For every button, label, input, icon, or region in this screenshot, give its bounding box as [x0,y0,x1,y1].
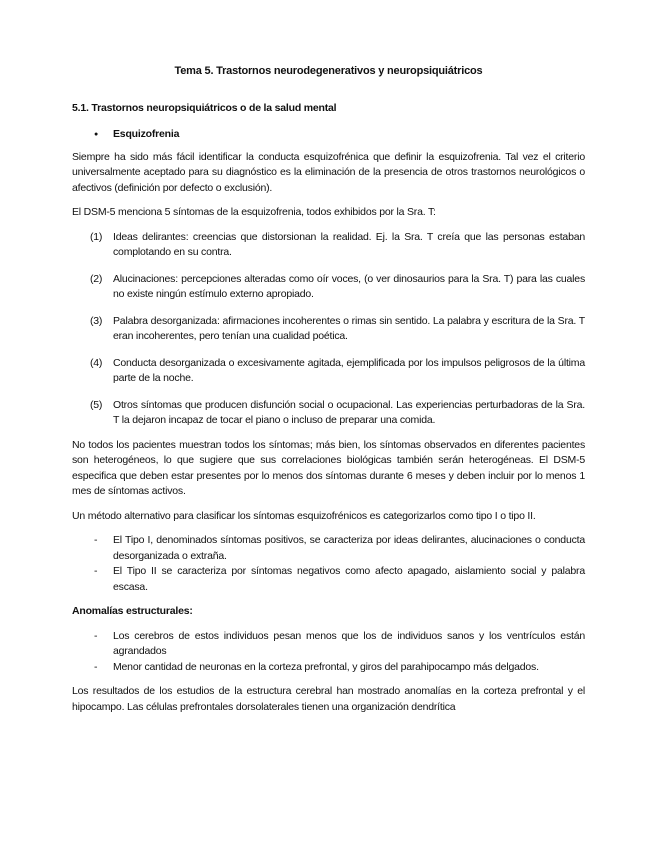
dash-list-item [72,660,585,676]
numbered-item [72,398,585,429]
item-text: El Tipo II se caracteriza por síntomas negativos como afecto apagado, aislamiento social y palabra escasa. [113,565,585,593]
numbered-item [72,230,585,261]
dash-list-item [72,629,585,660]
anomalies-heading: Anomalías estructurales: [72,605,193,617]
document-title: Tema 5. Trastornos neurodegenerativos y neuropsiquiátricos [174,65,483,77]
item-text: Otros síntomas que producen disfunción social o ocupacional. Las experiencias perturbadoras de la Sra. T la dejaron incapaz de tocar el piano o incluso de preparar una comida. [113,398,585,426]
symptoms-list [72,230,585,429]
item-text: El Tipo I, denominados síntomas positivos, se caracteriza por ideas delirantes, alucinaciones o conducta desorganizada o extraña. [113,534,585,562]
type-list [72,533,585,595]
item-number: (1) [90,230,103,243]
dash-icon: - [94,629,98,642]
item-text: Menor cantidad de neuronas en la corteza prefrontal, y giros del parahipocampo más delgados. [113,660,539,673]
paragraph-classification: Un método alternativo para clasificar los síntomas esquizofrénicos es categorizarlos como tipo I o tipo II. [72,509,536,522]
numbered-item [72,272,585,303]
dash-list-item [72,564,585,595]
dash-icon: - [94,565,98,577]
dash-icon: - [94,660,98,673]
item-text: Conducta desorganizada o excesivamente agitada, ejemplificada por los impulsos peligrosos de la última parte de la noche. [113,356,585,384]
item-text: Ideas delirantes: creencias que distorsionan la realidad. Ej. la Sra. T creía que las personas estaban complotando en su contra. [113,230,585,258]
dash-icon: - [94,534,98,546]
paragraph-dsm-intro: El DSM-5 menciona 5 síntomas de la esquizofrenia, todos exhibidos por la Sra. T: [72,206,436,218]
item-number: (3) [90,314,103,327]
bullet-icon: ● [94,131,99,138]
item-number: (5) [90,398,103,411]
paragraph-intro: Siempre ha sido más fácil identificar la conducta esquizofrénica que definir la esquizofrenia. Tal vez el criterio universalmente aceptado para su diagnóstico es la eliminación de la presencia de otros trastornos neurológicos o afectivos (definición por defecto o exclusión). [72,150,585,194]
paragraph-heterogeneity: No todos los pacientes muestran todos los síntomas; más bien, los síntomas observados en diferentes pacientes son heterogéneos, lo que sugiere que sus correlaciones biológicas también serán heterogéneas. El DSM-5 especifica que deben estar presentes por lo menos dos síntomas durante 6 meses y deben incluir por lo menos 1 mes de síntomas activos. [72,438,585,497]
numbered-item [72,356,585,387]
paragraph-closing: Los resultados de los estudios de la estructura cerebral han mostrado anomalías en la corteza prefrontal y el hipocampo. Las células prefrontales dorsolaterales tienen una organización dendrítica [72,685,585,713]
dash-list-item [72,533,585,564]
topic-bullet-item [72,127,585,143]
numbered-item [72,314,585,345]
section-heading: 5.1. Trastornos neuropsiquiátricos o de la salud mental [72,101,337,114]
item-text: Palabra desorganizada: afirmaciones incoherentes o rimas sin sentido. La palabra y escritura de la Sra. T eran incoherentes, pero tenían una cualidad poética. [113,314,585,342]
item-text: Los cerebros de estos individuos pesan menos que los de individuos sanos y los ventrículos están agrandados [113,629,585,657]
item-number: (2) [90,272,103,285]
topic-label: Esquizofrenia [113,128,180,140]
anomalies-list [72,629,585,676]
item-number: (4) [90,356,103,369]
item-text: Alucinaciones: percepciones alteradas como oír voces, (o ver dinosaurios para la Sra. T) para las cuales no existe ningún estímulo externo apropiado. [113,272,585,300]
